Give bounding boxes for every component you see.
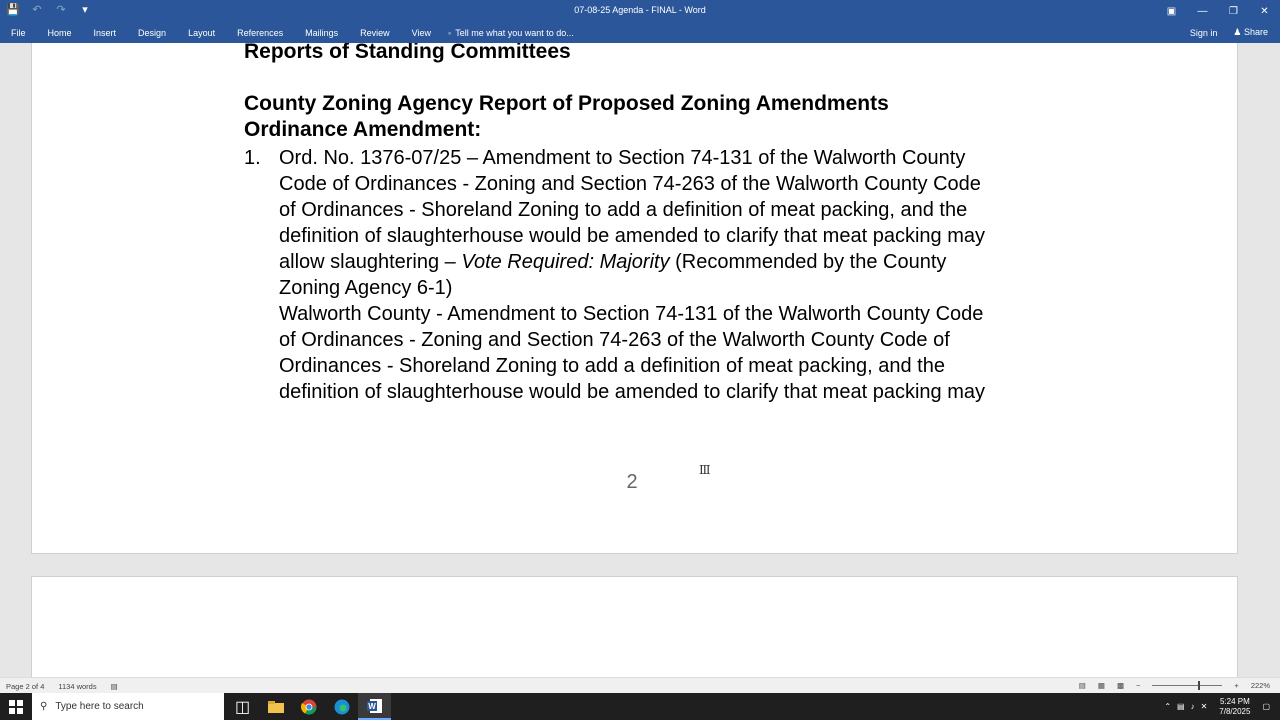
summary-line: definition of slaughterhouse would be amended to clarify that meat packing may — [279, 381, 985, 403]
title-bar — [0, 0, 1280, 22]
chrome-icon[interactable] — [292, 693, 325, 720]
next-page[interactable] — [31, 576, 1238, 677]
search-icon: ⚲ — [40, 701, 48, 712]
word-icon[interactable] — [358, 693, 391, 720]
svg-text:W: W — [367, 701, 376, 711]
tell-me-text: Tell me what you want to do... — [455, 27, 574, 38]
redo-icon[interactable]: ↷ — [56, 4, 66, 16]
text-cursor-icon: Ⅲ — [699, 463, 711, 477]
zoom-slider-thumb[interactable] — [1198, 681, 1200, 690]
clock-date: 7/8/2025 — [1219, 706, 1251, 716]
text-line: Code of Ordinances - Zoning and Section 74-263 of the Walworth County Code — [279, 173, 981, 195]
share-button[interactable] — [1233, 27, 1268, 38]
proofing-icon[interactable]: ▤ — [110, 682, 118, 691]
edge-icon[interactable] — [325, 693, 358, 720]
ribbon-display-options-icon[interactable]: ▣ — [1166, 5, 1177, 17]
heading-standing-committees: Reports of Standing Committees — [244, 43, 571, 63]
vote-required-text: Vote Required: Majority — [461, 251, 670, 273]
text-line — [279, 249, 1084, 275]
network-icon[interactable]: ▤ — [1177, 702, 1185, 711]
clock-time: 5:24 PM — [1219, 696, 1250, 706]
taskbar — [0, 693, 1280, 720]
notification-icon[interactable]: ▢ — [1262, 702, 1270, 711]
read-mode-icon[interactable]: ▤ — [1078, 681, 1086, 690]
zoom-in-icon[interactable]: + — [1234, 681, 1239, 690]
web-layout-icon[interactable]: ▩ — [1116, 681, 1125, 690]
heading-zoning-report: County Zoning Agency Report of Proposed Zoning Amendments — [244, 92, 889, 115]
text-line: definition of slaughterhouse would be amended to clarify that meat packing may — [279, 225, 985, 247]
text-run: allow slaughtering – — [279, 251, 462, 273]
customize-qat-icon[interactable]: ▾ — [82, 4, 88, 16]
tab-references[interactable]: References — [237, 27, 284, 38]
save-icon[interactable]: 💾 — [6, 4, 20, 16]
window-title: 07-08-25 Agenda - FINAL - Word — [574, 5, 706, 15]
restore-button[interactable]: ❐ — [1229, 5, 1238, 17]
zoom-out-icon[interactable]: − — [1136, 681, 1141, 690]
search-placeholder: Type here to search — [55, 701, 144, 712]
tab-insert[interactable]: Insert — [93, 27, 117, 38]
list-number: 1. — [244, 147, 261, 169]
zoom-level[interactable]: 222% — [1250, 681, 1270, 690]
heading-ordinance-amendment: Ordinance Amendment: — [244, 118, 482, 141]
share-label: Share — [1243, 27, 1268, 37]
volume-icon[interactable]: ♪ — [1190, 702, 1195, 711]
person-icon: ♟ — [1233, 27, 1242, 37]
task-view-icon[interactable]: ◫ — [234, 698, 251, 716]
summary-line: Walworth County - Amendment to Section 74-131 of the Walworth County Code — [279, 303, 984, 325]
ribbon — [0, 22, 1280, 43]
document-area[interactable] — [0, 43, 1280, 677]
tab-layout[interactable]: Layout — [188, 27, 216, 38]
zoom-slider[interactable] — [1152, 685, 1222, 686]
page-count[interactable]: Page 2 of 4 — [6, 682, 45, 691]
tell-me-box[interactable] — [442, 28, 574, 38]
clock[interactable] — [1213, 697, 1256, 717]
close-button[interactable]: ✕ — [1260, 5, 1269, 17]
text-line: Ord. No. 1376-07/25 – Amendment to Section 74-131 of the Walworth County — [279, 147, 966, 169]
print-layout-icon[interactable]: ▦ — [1097, 681, 1105, 690]
summary-line: of Ordinances - Zoning and Section 74-263 of the Walworth County Code of — [279, 329, 950, 351]
minimize-button[interactable]: — — [1197, 5, 1208, 17]
tab-view[interactable]: View — [411, 27, 432, 38]
text-run: (Recommended by the County — [669, 251, 947, 273]
text-line: Zoning Agency 6-1) — [279, 277, 453, 299]
file-explorer-icon[interactable] — [259, 693, 292, 720]
sign-in-link[interactable]: Sign in — [1189, 27, 1218, 38]
taskbar-search-box[interactable] — [32, 693, 224, 720]
status-bar — [0, 677, 1280, 693]
chevron-up-icon[interactable]: ⌃ — [1164, 702, 1172, 711]
lightbulb-icon: ◦ — [448, 27, 452, 38]
page-number: 2 — [626, 471, 638, 493]
tab-mailings[interactable]: Mailings — [305, 27, 339, 38]
text-line: of Ordinances - Shoreland Zoning to add a definition of meat packing, and the — [279, 199, 968, 221]
windows-start-icon[interactable] — [0, 693, 32, 720]
word-count[interactable]: 1134 words — [58, 682, 97, 691]
page[interactable] — [31, 43, 1238, 554]
mute-icon[interactable]: ✕ — [1200, 702, 1208, 711]
summary-line: Ordinances - Shoreland Zoning to add a definition of meat packing, and the — [279, 355, 945, 377]
undo-icon[interactable]: ↶ — [32, 4, 42, 16]
tab-design[interactable]: Design — [138, 27, 167, 38]
tab-file[interactable]: File — [11, 27, 26, 38]
tab-review[interactable]: Review — [360, 27, 390, 38]
tab-home[interactable]: Home — [47, 27, 72, 38]
